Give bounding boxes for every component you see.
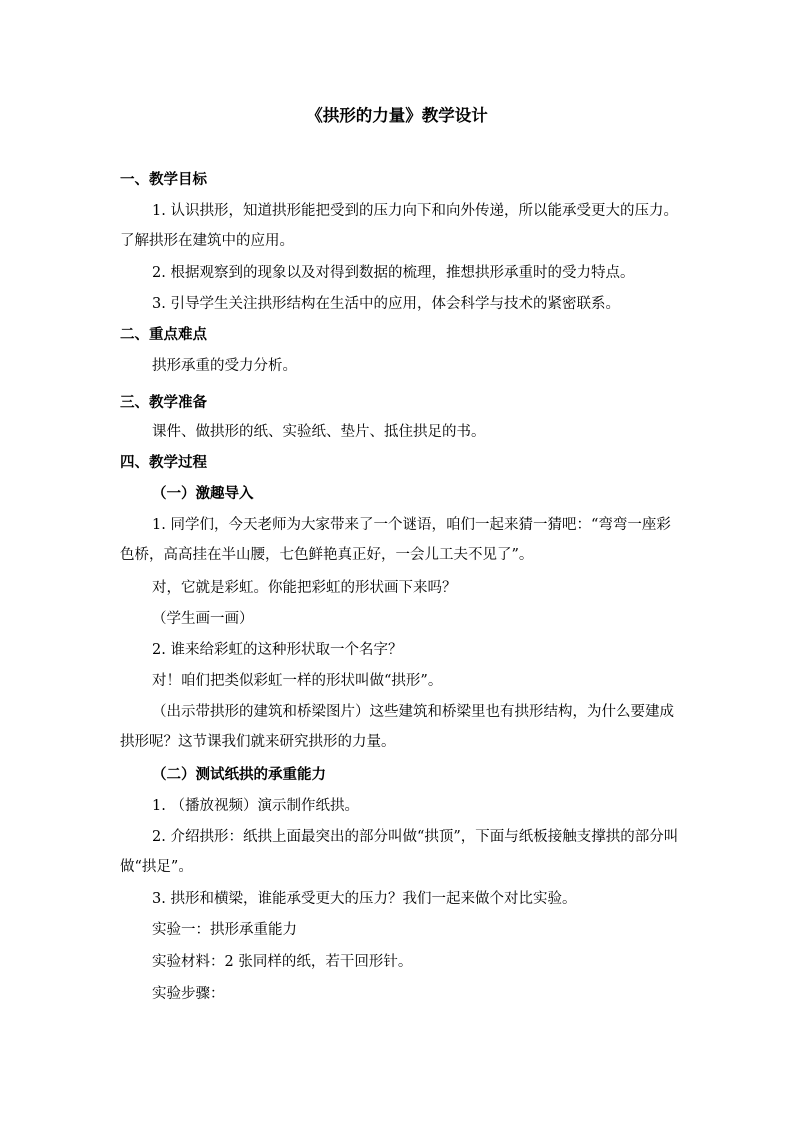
document-title: 《拱形的力量》教学设计 [306,106,488,125]
goal-item-3: 3. 引导学生关注拱形结构在生活中的应用，体会科学与技术的紧密联系。 [152,296,620,312]
key-points-text: 拱形承重的受力分析。 [152,358,297,374]
experiment-title: 实验一：拱形承重能力 [152,922,297,938]
section-heading-key-points: 二、重点难点 [120,327,207,343]
experiment-steps-label: 实验步骤： [152,986,225,1002]
preparation-text: 课件、做拱形的纸、实验纸、垫片、抵住拱足的书。 [152,424,486,440]
intro-paragraph-5: 对！咱们把类似彩虹一样的形状叫做“拱形”。 [152,673,443,689]
intro-paragraph-2: 对，它就是彩虹。你能把彩虹的形状画下来吗？ [152,580,457,596]
goal-item-2: 2. 根据观察到的现象以及对得到数据的梳理，推想拱形承重时的受力特点。 [152,265,635,281]
experiment-materials: 实验材料：2 张同样的纸，若干回形针。 [152,954,413,970]
test-paragraph-1: 1. （播放视频）演示制作纸拱。 [152,798,359,814]
subheading-paper-arch-test: （二）测试纸拱的承重能力 [152,767,326,783]
test-paragraph-2: 2. 介绍拱形：纸拱上面最突出的部分叫做“拱顶”，下面与纸板接触支撑拱的部分叫做“拱足”。 [120,829,679,875]
intro-paragraph-6: （出示带拱形的建筑和桥梁图片）这些建筑和桥梁里也有拱形结构，为什么要建成拱形呢？这节课我们就来研究拱形的力量。 [120,704,674,750]
intro-paragraph-1: 1. 同学们，今天老师为大家带来了一个谜语，咱们一起来猜一猜吧：“弯弯一座彩色桥，高高挂在半山腰，七色鲜艳真正好，一会儿工夫不见了”。 [120,517,671,563]
section-heading-goals: 一、教学目标 [120,172,207,188]
goal-item-1: 1. 认识拱形，知道拱形能把受到的压力向下和向外传递，所以能承受更大的压力。了解拱形在建筑中的应用。 [120,203,678,249]
intro-paragraph-4: 2. 谁来给彩虹的这种形状取一个名字？ [152,642,403,658]
subheading-intro: （一）激趣导入 [152,486,254,502]
section-heading-process: 四、教学过程 [120,455,207,471]
test-paragraph-3: 3. 拱形和横梁，谁能承受更大的压力？我们一起来做个对比实验。 [152,891,577,907]
intro-paragraph-3: （学生画一画） [152,611,254,627]
section-heading-preparation: 三、教学准备 [120,395,207,411]
